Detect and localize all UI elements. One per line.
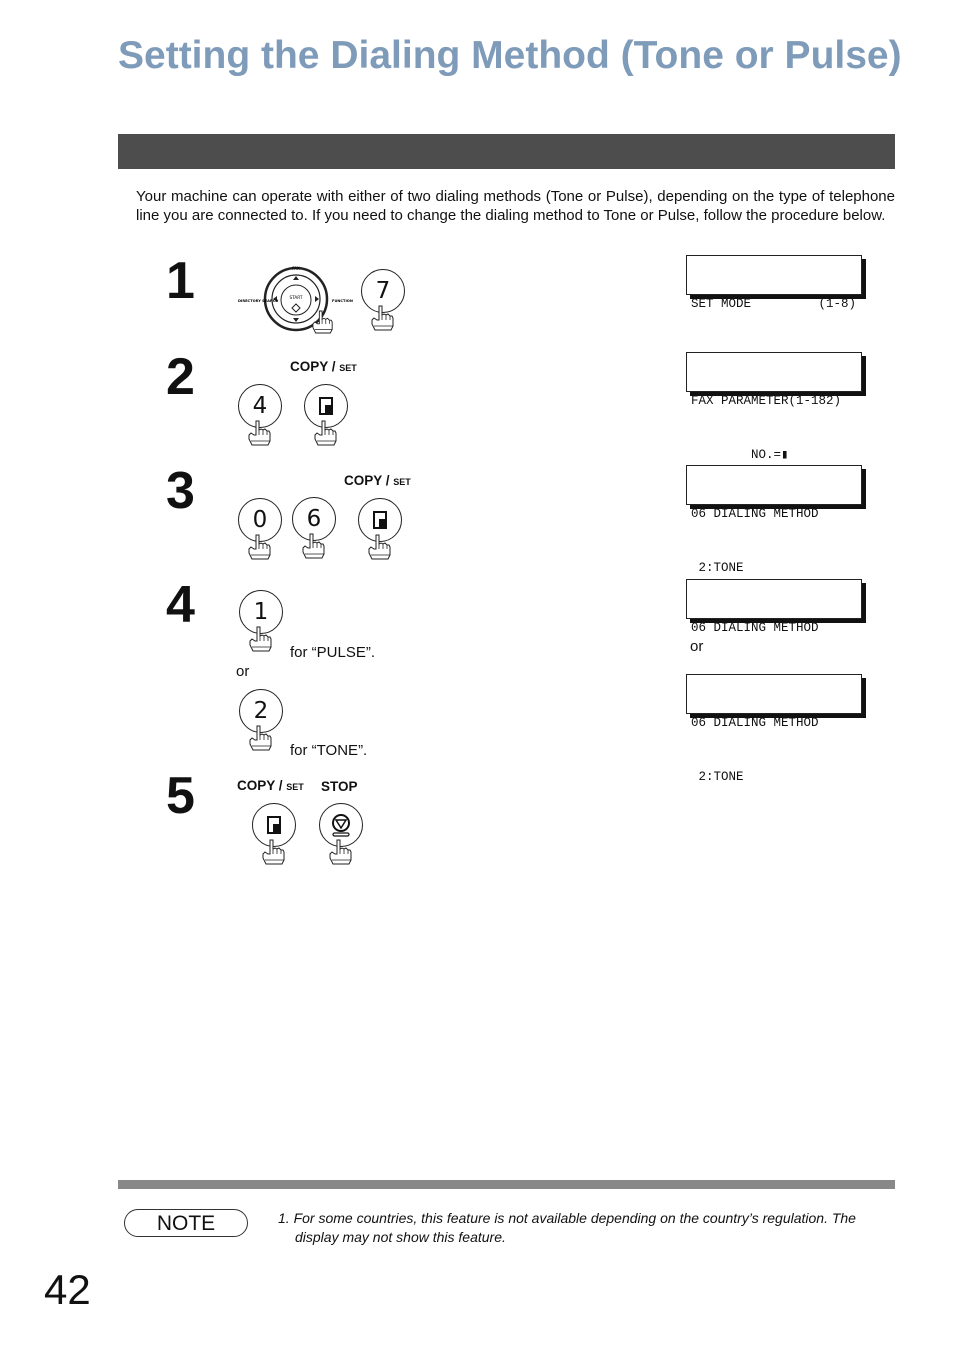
lcd-display-tone — [686, 674, 862, 784]
note-text — [278, 1209, 888, 1247]
copy-set-button[interactable] — [358, 498, 404, 544]
lcd-line-2: 2:TONE — [691, 561, 744, 575]
lcd-display-pulse — [686, 579, 862, 635]
lcd-line-1: FAX PARAMETER(1-182) — [691, 394, 842, 408]
page-title: Setting the Dialing Method (Tone or Pulse) — [118, 34, 902, 77]
lcd-line-2: 2:TONE — [691, 770, 744, 784]
control-panel — [236, 262, 356, 336]
finger-press-icon — [248, 420, 272, 446]
copy-set-icon — [370, 510, 390, 530]
panel-label-left: DIRECTORY SEARCH — [238, 299, 279, 303]
stop-icon — [327, 811, 355, 839]
copy-set-icon — [316, 396, 336, 416]
panel-label-right: FUNCTION — [332, 299, 353, 303]
pulse-option-text: for “PULSE”. — [290, 644, 376, 661]
key-label: 4 — [238, 384, 282, 428]
copy-set-label: COPY / SET — [344, 473, 411, 488]
key-label: 0 — [238, 498, 282, 542]
note-line-2: display may not show this feature. — [295, 1229, 506, 1245]
key-1-button[interactable] — [239, 590, 285, 636]
note-label: NOTE — [124, 1209, 248, 1237]
key-0-button[interactable] — [238, 498, 284, 544]
panel-label-top: FAX — [292, 266, 300, 271]
copy-set-label: COPY / SET — [237, 778, 304, 793]
key-7-button[interactable] — [361, 269, 407, 315]
step-number: 4 — [166, 576, 195, 634]
lcd-display — [686, 465, 862, 575]
lcd-display — [686, 352, 862, 462]
step-number: 2 — [166, 348, 195, 406]
or-text: or — [236, 663, 250, 680]
lcd-line-1: 06 DIALING METHOD — [691, 621, 819, 635]
intro-paragraph: Your machine can operate with either of two dialing methods (Tone or Pulse), depending on the type of telephone line you are connected to. If you need to change the dialing method to Tone or Pulse, follow the procedure below. — [136, 188, 895, 224]
key-label: 6 — [292, 497, 336, 541]
finger-press-icon — [302, 533, 326, 559]
lcd-line-1: 06 DIALING METHOD — [691, 507, 819, 521]
key-4-button[interactable] — [238, 384, 284, 430]
copy-set-icon — [264, 815, 284, 835]
finger-press-icon — [368, 534, 392, 560]
finger-press-icon — [329, 839, 353, 865]
stop-label: STOP — [321, 779, 358, 794]
key-6-button[interactable] — [292, 497, 338, 543]
display-or-text: or — [690, 638, 704, 655]
finger-press-icon — [249, 626, 273, 652]
lcd-display — [686, 255, 862, 311]
note-line-1: 1. For some countries, this feature is not available depending on the country’s regulation. The — [278, 1210, 856, 1226]
tone-option-text: for “TONE”. — [290, 742, 368, 759]
lcd-line-1: 06 DIALING METHOD — [691, 716, 819, 730]
section-header-bar — [118, 134, 895, 169]
step-number: 3 — [166, 462, 195, 520]
key-2-button[interactable] — [239, 689, 285, 735]
finger-press-icon — [371, 305, 395, 331]
finger-press-icon — [248, 534, 272, 560]
lcd-line-1: SET MODE (1-8) — [691, 297, 857, 311]
note-divider-bar — [118, 1180, 895, 1189]
copy-set-button[interactable] — [304, 384, 350, 430]
page-number: 42 — [44, 1266, 91, 1313]
lcd-line-2: NO.=▮ — [691, 448, 789, 462]
finger-press-icon — [314, 420, 338, 446]
nav-dial-icon — [236, 262, 356, 336]
finger-press-icon — [249, 725, 273, 751]
finger-press-icon — [262, 839, 286, 865]
stop-button[interactable] — [319, 803, 365, 849]
copy-set-button[interactable] — [252, 803, 298, 849]
panel-label-center: START — [289, 295, 303, 300]
key-label: 1 — [239, 590, 283, 634]
step-number: 1 — [166, 252, 195, 310]
key-label: 2 — [239, 689, 283, 733]
step-number: 5 — [166, 767, 195, 825]
key-label: 7 — [361, 269, 405, 313]
copy-set-label: COPY / SET — [290, 359, 357, 374]
